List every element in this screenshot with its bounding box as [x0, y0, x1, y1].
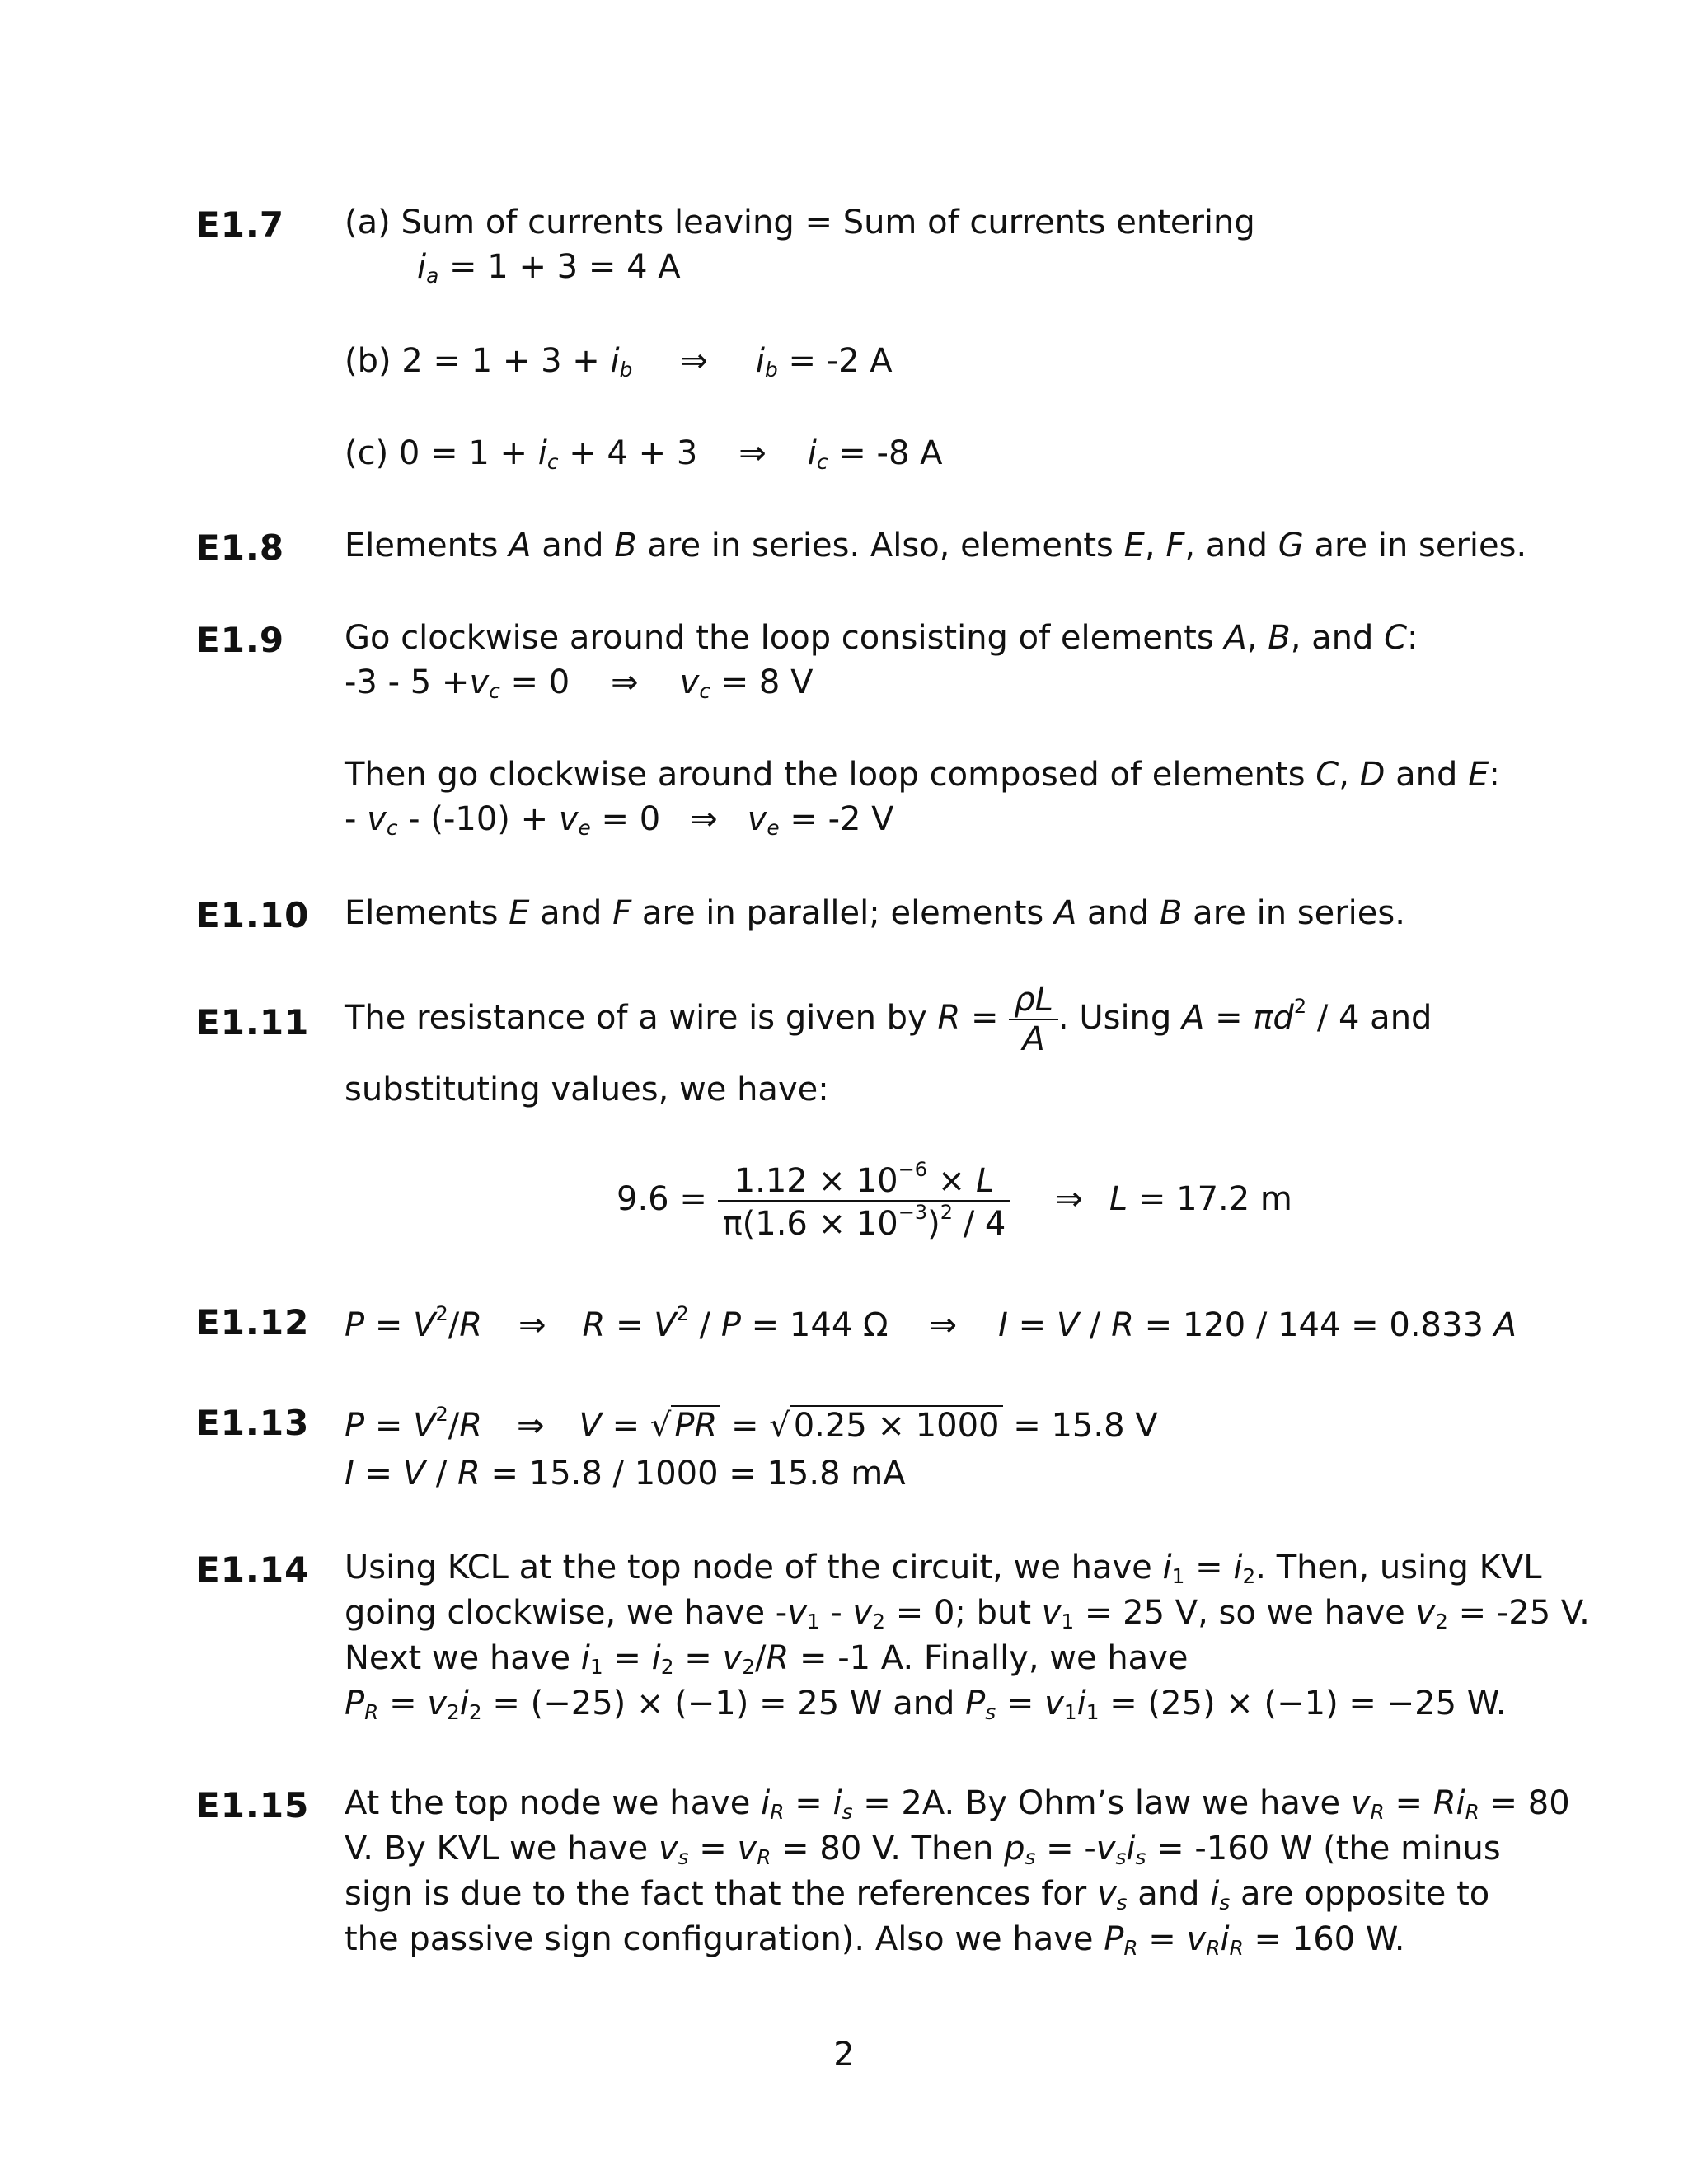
e1-10-text: Elements E and F are in parallel; elements A and B are in series.	[345, 894, 1405, 932]
e1-14-line-2: going clockwise, we have $-v_1 - v_2 = 0$; but $v_1 = 25$ V, so we have $v_2 = -25$ V.	[345, 1594, 1590, 1634]
length-fraction: $\frac{1.12 \times 10^{-6} \times L}{\pi(1.6 \times 10^{-3})^2 / 4}$	[718, 1159, 1011, 1243]
e1-14-line-1: Using KCL at the top node of the circuit, we have $i_1 = i_2$. Then, using KVL	[345, 1549, 1542, 1589]
e1-15-line-4: the passive sign configuration). Also we have $P_R = v_Ri_R = 160$ W.	[345, 1920, 1405, 1961]
exercise-label-e1-13: E1.13	[196, 1403, 310, 1443]
page-number: 2	[833, 2036, 855, 2074]
e1-7-c-line: (c) $0 = 1 + i_c + 4 + 3$ ⇒ $i_c = -8$ A	[345, 434, 943, 475]
exercise-label-e1-15: E1.15	[196, 1785, 310, 1825]
e1-8-text: Elements A and B are in series. Also, elements E, F, and G are in series.	[345, 527, 1527, 565]
e1-7-a-result: $i_a = 1 + 3 = 4$ A	[417, 248, 681, 288]
e1-15-line-1: At the top node we have $i_R = i_s = 2A$. By Ohm’s law we have $v_R = Ri_R = 80$	[345, 1784, 1570, 1825]
e1-11-formula: 9.6 = $\frac{1.12 \times 10^{-6} \times L}{\pi(1.6 \times 10^{-3})^2 / 4}$ ⇒ L = 17.2 m	[617, 1158, 1292, 1244]
exercise-label-e1-11: E1.11	[196, 1002, 310, 1043]
exercise-label-e1-7: E1.7	[196, 204, 285, 245]
resistance-fraction: $\frac{\rho L}{A}$	[1009, 981, 1058, 1058]
e1-13-equation-2: I = V / R = 15.8 / 1000 = 15.8 mA	[345, 1455, 906, 1493]
exercise-label-e1-14: E1.14	[196, 1549, 310, 1590]
e1-12-equation: $P = V^2/R$ ⇒ $R = V^2 / P = 144$ Ω ⇒ I = V / R = 120 / 144 = 0.833 A	[345, 1302, 1517, 1345]
e1-13-equation-1: $P = V^2/R$ ⇒ V = √ PR = √ 0.25 × 1000 = 15.8 V	[345, 1403, 1158, 1446]
exercise-label-e1-8: E1.8	[196, 527, 285, 568]
e1-15-line-2: V. By KVL we have $v_s = v_R = 80$ V. Then $p_s = -v_si_s = -160$ W (the minus	[345, 1830, 1501, 1870]
e1-15-line-3: sign is due to the fact that the references for $v_s$ and $i_s$ are opposite to	[345, 1875, 1490, 1915]
e1-11-line-2: substituting values, we have:	[345, 1071, 829, 1108]
exercise-label-e1-9: E1.9	[196, 620, 285, 660]
e1-7-a-intro: (a) Sum of currents leaving = Sum of currents entering	[345, 204, 1255, 241]
exercise-label-e1-10: E1.10	[196, 895, 310, 935]
exercise-label-e1-12: E1.12	[196, 1302, 310, 1343]
e1-14-line-4: $P_R = v_2i_2 = (-25) \times (-1) = 25$ W and $P_s = v_1i_1 = (25) \times (-1) = -25$ W.	[345, 1685, 1507, 1725]
e1-9-line-3: Then go clockwise around the loop composed of elements C, D and E:	[345, 756, 1500, 794]
e1-11-line-1: The resistance of a wire is given by R = $\frac{\rho L}{A}$ . Using $A = \pi d^2 / 4$ and	[345, 981, 1432, 1058]
e1-9-line-1: Go clockwise around the loop consisting of elements A, B, and C:	[345, 619, 1418, 657]
e1-14-line-3: Next we have $i_1 = i_2 = v_2/R = -1$ A. Finally, we have	[345, 1639, 1189, 1680]
e1-9-line-4: - $v_c - (-10) + v_e = 0$ ⇒ $v_e = -2$ V	[345, 800, 894, 841]
e1-7-b-line: (b) $2 = 1 + 3 + i_b$ ⇒ $i_b = -2$ A	[345, 342, 893, 382]
e1-9-line-2: $-3 - 5 +v_c = 0$ ⇒ $v_c = 8$ V	[345, 663, 814, 704]
